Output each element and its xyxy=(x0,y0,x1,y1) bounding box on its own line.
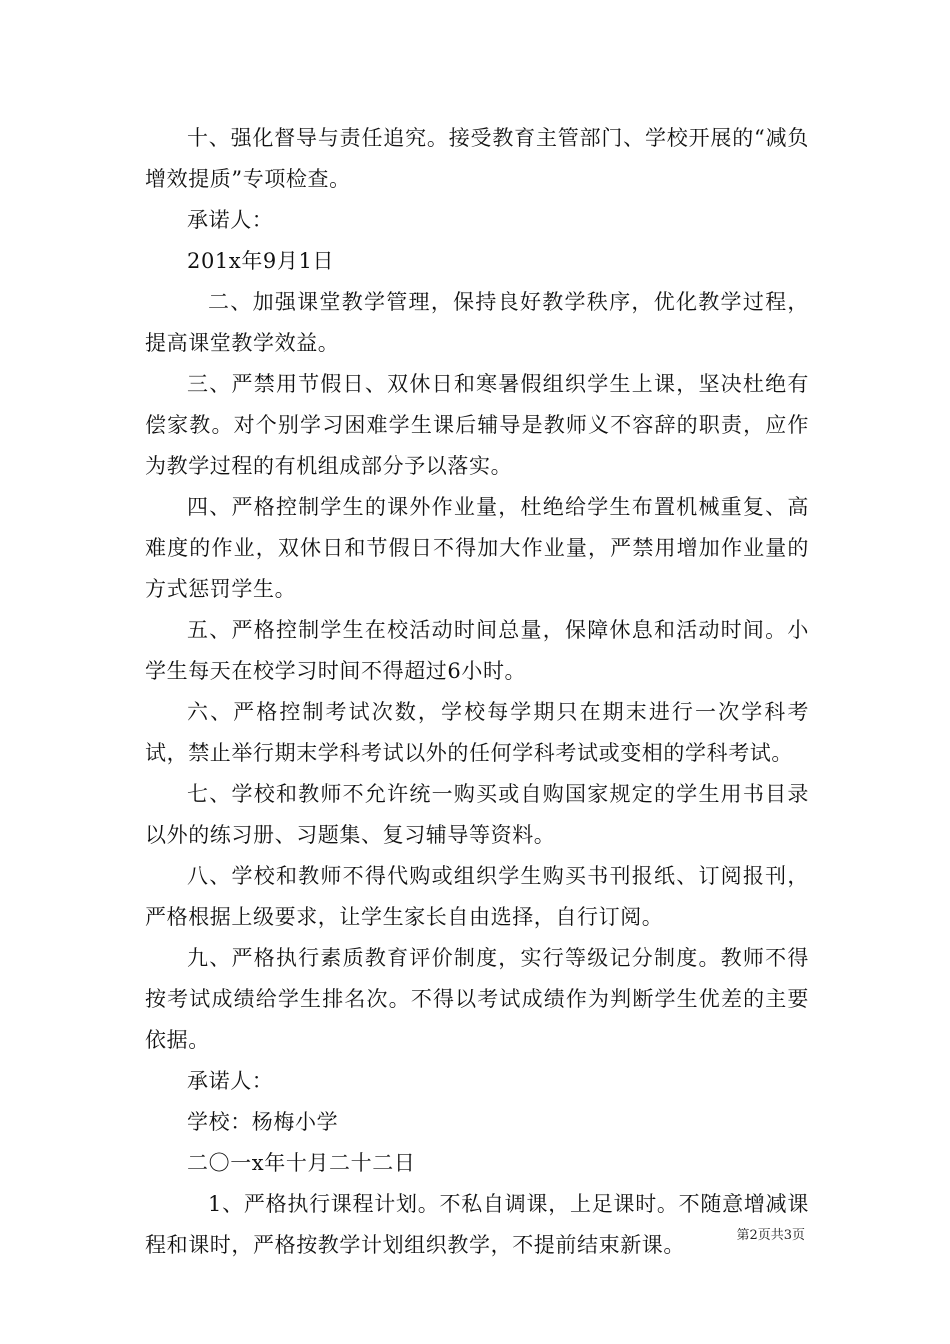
paragraph-item-5: 五、严格控制学生在校活动时间总量，保障休息和活动时间。小学生每天在校学习时间不得超过6小时。 xyxy=(145,618,809,683)
paragraph-item-4: 四、严格控制学生的课外作业量，杜绝给学生布置机械重复、高难度的作业，双休日和节假日不得加大作业量，严禁用增加作业量的方式惩罚学生。 xyxy=(145,495,809,601)
paragraph-item-8: 八、学校和教师不得代购或组织学生购买书刊报纸、订阅报刊，严格根据上级要求，让学生家长自由选择，自行订阅。 xyxy=(145,864,809,929)
school-name: 学校：杨梅小学 xyxy=(187,1110,339,1134)
paragraph-item-1: 1、严格执行课程计划。不私自调课，上足课时。不随意增减课程和课时，严格按教学计划组织教学，不提前结束新课。 xyxy=(145,1192,809,1257)
pledger-label: 承诺人： xyxy=(187,208,274,232)
pledger-label-2: 承诺人： xyxy=(187,1069,274,1093)
pledge-date: 201x年9月1日 xyxy=(187,249,335,273)
paragraph-item-2: 二、加强课堂教学管理，保持良好教学秩序，优化教学过程，提高课堂教学效益。 xyxy=(145,290,809,355)
paragraph-item-6: 六、严格控制考试次数，学校每学期只在期末进行一次学科考试，禁止举行期末学科考试以外的任何学科考试或变相的学科考试。 xyxy=(145,700,809,765)
paragraph-item-10: 十、强化督导与责任追究。接受教育主管部门、学校开展的“减负增效提质”专项检查。 xyxy=(145,126,809,191)
paragraph-item-7: 七、学校和教师不允许统一购买或自购国家规定的学生用书目录以外的练习册、习题集、复习辅导等资料。 xyxy=(145,782,809,847)
signing-date: 二〇一x年十月二十二日 xyxy=(187,1151,416,1175)
document-body xyxy=(145,118,809,1266)
paragraph-item-9: 九、严格执行素质教育评价制度，实行等级记分制度。教师不得按考试成绩给学生排名次。不得以考试成绩作为判断学生优差的主要依据。 xyxy=(145,946,809,1052)
page-number: 第2页共3页 xyxy=(736,1228,805,1243)
paragraph-item-3: 三、严禁用节假日、双休日和寒暑假组织学生上课，坚决杜绝有偿家教。对个别学习困难学生课后辅导是教师义不容辞的职责，应作为教学过程的有机组成部分予以落实。 xyxy=(145,372,809,478)
